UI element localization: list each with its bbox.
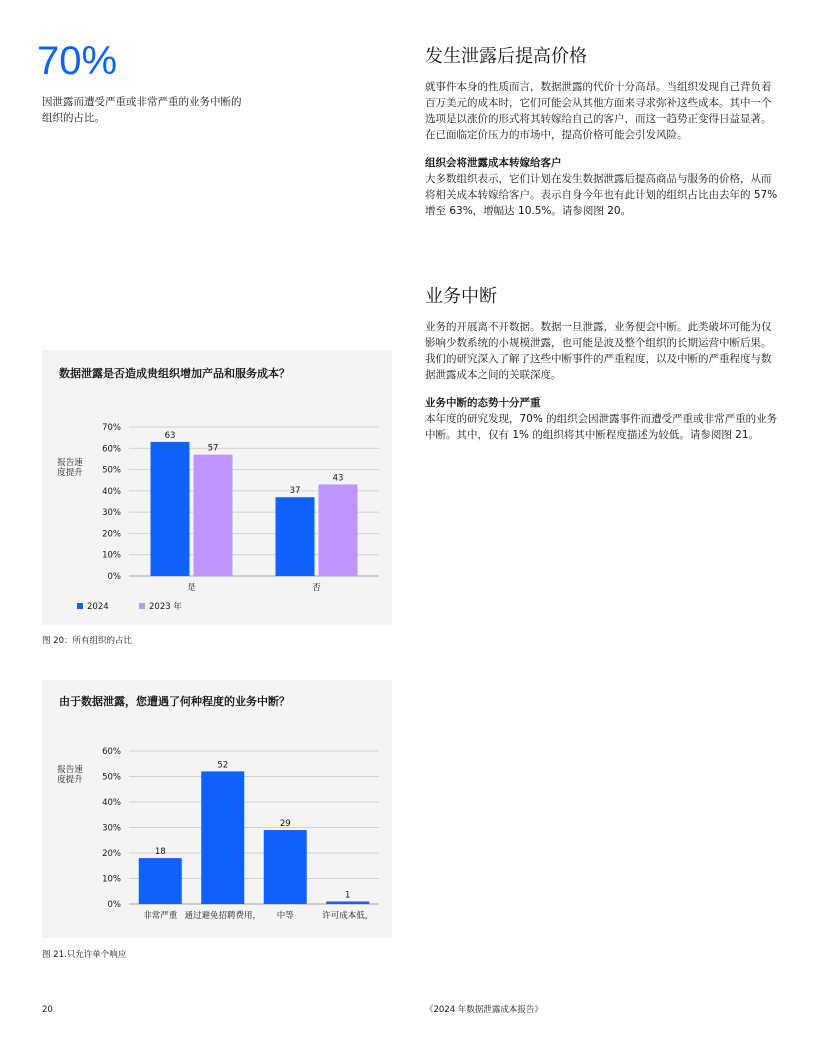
y-axis-label-line: 度提升 <box>57 468 83 478</box>
chart-title: 数据泄露是否造成贵组织增加产品和服务成本？ <box>59 367 290 380</box>
bar <box>276 497 315 576</box>
y-axis-label-line: 度提升 <box>57 775 83 785</box>
data-label: 63 <box>164 430 176 441</box>
y-tick-label: 50% <box>102 465 121 476</box>
bar <box>264 830 307 904</box>
legend-swatch <box>77 603 83 609</box>
y-tick-label: 10% <box>102 550 121 561</box>
stat-description: 因泄露而遭受严重或非常严重的业务中断的组织的占比。 <box>42 96 242 124</box>
section-body: 业务的开展离不开数据。数据一旦泄露，业务便会中断。此类破坏可能为仅影响少数系统的小规模泄露，也可能是波及整个组织的长期运营中断后果。我们的研究深入了解了这些中断事件的严重程度，以及中断的严重程度与数据泄露成本之间的关联深度。 <box>425 321 772 381</box>
x-category-label: 通过避免招聘费用， <box>184 911 262 921</box>
section-subbody: 大多数组织表示，它们计划在发生数据泄露后提高商品与服务的价格，从而将相关成本转嫁给客户。表示自身今年也有此计划的组织占比由去年的 57% 增至 63%，增幅达 10.5%。请参阅图 20。 <box>425 173 778 217</box>
x-category-label: 是 <box>187 583 196 593</box>
data-label: 18 <box>154 847 166 858</box>
chart-caption: 图 21.只允许单个响应 <box>42 950 127 960</box>
x-category-label: 许可成本低， <box>322 911 374 921</box>
y-tick-label: 0% <box>107 572 121 582</box>
y-tick-label: 0% <box>107 900 121 910</box>
bar <box>151 442 190 576</box>
y-tick-label: 30% <box>102 823 121 834</box>
bar <box>201 771 244 904</box>
y-axis-label <box>57 457 83 478</box>
section-business-disruption <box>425 285 780 443</box>
chart-price-increase <box>42 350 392 625</box>
legend-label: 2023 年 <box>149 602 182 612</box>
section-subbody: 本年度的研究发现，70% 的组织会因泄露事件而遭受严重或非常严重的业务中断。其中，仅有 1% 的组织将其中断程度描述为较低。请参阅图 21。 <box>425 413 778 441</box>
section-price-increase <box>425 45 780 219</box>
data-label: 57 <box>207 443 219 454</box>
y-tick-label: 40% <box>102 486 121 497</box>
page-number: 20 <box>42 1005 53 1015</box>
section-subheading: 业务中断的态势十分严重 <box>425 397 541 409</box>
chart-title: 由于数据泄露，您遭遇了何种程度的业务中断？ <box>59 695 290 708</box>
x-category-label: 非常严重 <box>143 911 178 921</box>
section-body: 就事件本身的性质而言，数据泄露的代价十分高昂。当组织发现自己背负着百万美元的成本时，它们可能会从其他方面来寻求弥补这些成本。其中一个选项是以涨价的形式将其转嫁给自己的客户，而这一趋势正变得日益显著。在已面临定价压力的市场中，提高价格可能会引发风险。 <box>425 81 772 141</box>
data-label: 52 <box>217 760 229 771</box>
stat-value: 70% <box>37 39 118 83</box>
y-tick-label: 20% <box>102 849 121 859</box>
y-axis-label-line: 报告速 <box>57 765 83 775</box>
bar <box>326 901 369 904</box>
data-label: 37 <box>289 486 301 497</box>
bar <box>319 484 358 576</box>
y-tick-label: 20% <box>102 529 121 540</box>
chart-caption: 图 20：所有组织的占比 <box>42 636 133 646</box>
section-heading: 业务中断 <box>425 286 497 307</box>
y-axis-label <box>57 764 83 785</box>
y-tick-label: 50% <box>102 772 121 783</box>
legend-swatch <box>139 603 145 609</box>
y-tick-label: 70% <box>102 423 121 433</box>
y-tick-label: 60% <box>102 747 121 757</box>
chart-business-disruption <box>42 680 392 938</box>
data-label: 43 <box>332 473 344 484</box>
y-tick-label: 60% <box>102 444 121 455</box>
y-tick-label: 30% <box>102 508 121 519</box>
data-label: 29 <box>279 819 291 830</box>
y-tick-label: 40% <box>102 798 121 808</box>
section-heading: 发生泄露后提高价格 <box>425 46 587 67</box>
chart-business-disruption-plot <box>42 680 392 938</box>
bar <box>194 455 233 576</box>
chart-price-increase-plot <box>42 350 392 625</box>
report-title: 《2024 年数据泄露成本报告》 <box>425 1005 543 1015</box>
x-category-label: 否 <box>312 583 321 593</box>
y-axis-label-line: 报告速 <box>57 458 83 468</box>
section-subheading: 组织会将泄露成本转嫁给客户 <box>425 157 562 169</box>
data-label: 1 <box>345 890 351 901</box>
legend-label: 2024 <box>87 602 109 612</box>
bar <box>139 858 182 904</box>
y-tick-label: 10% <box>102 874 121 885</box>
x-category-label: 中等 <box>276 911 294 921</box>
